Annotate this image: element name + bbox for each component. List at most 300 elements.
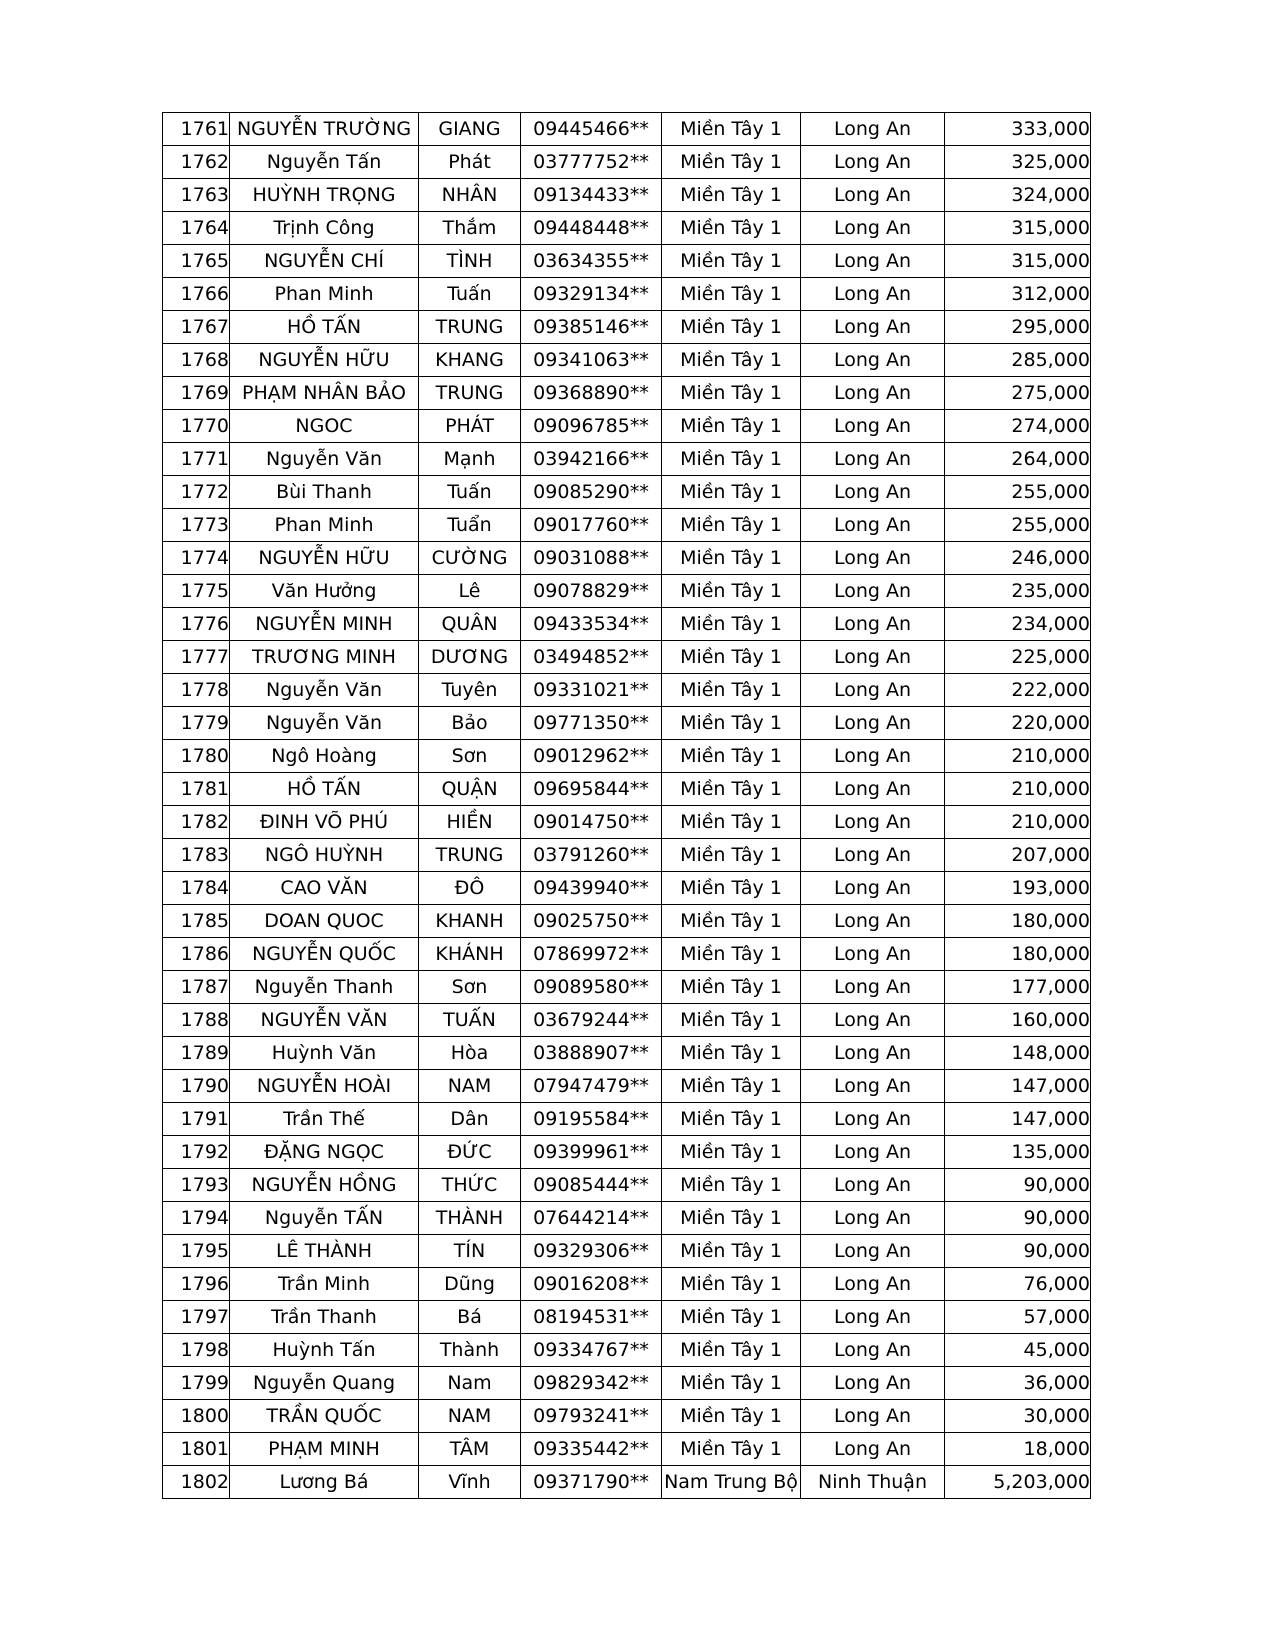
cell-ten: Vĩnh [419,1466,521,1499]
table-row [163,1169,1091,1202]
cell-stt: 1777 [163,641,230,674]
cell-tinh: Long An [801,1004,945,1037]
table-row [163,1334,1091,1367]
cell-ho: Bùi Thanh [230,476,419,509]
cell-ho: Phan Minh [230,278,419,311]
cell-khu-vuc: Miền Tây 1 [662,1334,801,1367]
cell-khu-vuc: Miền Tây 1 [662,1268,801,1301]
cell-khu-vuc: Miền Tây 1 [662,905,801,938]
cell-so-dien-thoai: 07947479** [521,1070,662,1103]
cell-ten: Sơn [419,971,521,1004]
cell-so-tien: 180,000 [945,938,1091,971]
cell-so-dien-thoai: 03777752** [521,146,662,179]
cell-ten: TRUNG [419,311,521,344]
cell-khu-vuc: Miền Tây 1 [662,245,801,278]
cell-khu-vuc: Miền Tây 1 [662,509,801,542]
cell-ho: Nguyễn TẤN [230,1202,419,1235]
table-row [163,1268,1091,1301]
cell-ten: TRUNG [419,377,521,410]
cell-khu-vuc: Miền Tây 1 [662,146,801,179]
cell-ten: NAM [419,1070,521,1103]
cell-ho: Trịnh Công [230,212,419,245]
cell-so-tien: 160,000 [945,1004,1091,1037]
cell-tinh: Long An [801,1301,945,1334]
cell-stt: 1789 [163,1037,230,1070]
cell-khu-vuc: Miền Tây 1 [662,674,801,707]
table-row [163,608,1091,641]
cell-so-dien-thoai: 03494852** [521,641,662,674]
cell-ho: Lương Bá [230,1466,419,1499]
cell-ten: NAM [419,1400,521,1433]
cell-ho: Huỳnh Tấn [230,1334,419,1367]
cell-tinh: Long An [801,773,945,806]
cell-so-dien-thoai: 09025750** [521,905,662,938]
cell-ten: NHÂN [419,179,521,212]
cell-tinh: Long An [801,575,945,608]
cell-stt: 1790 [163,1070,230,1103]
cell-stt: 1801 [163,1433,230,1466]
cell-khu-vuc: Miền Tây 1 [662,1169,801,1202]
cell-khu-vuc: Miền Tây 1 [662,542,801,575]
cell-so-dien-thoai: 09793241** [521,1400,662,1433]
cell-ho: PHẠM NHÂN BẢO [230,377,419,410]
cell-ho: Nguyễn Văn [230,707,419,740]
cell-ho: HUỲNH TRỌNG [230,179,419,212]
cell-so-dien-thoai: 09334767** [521,1334,662,1367]
cell-khu-vuc: Miền Tây 1 [662,707,801,740]
cell-khu-vuc: Miền Tây 1 [662,1235,801,1268]
cell-ho: NGUYỄN HOÀI [230,1070,419,1103]
cell-ho: Nguyễn Văn [230,443,419,476]
cell-stt: 1768 [163,344,230,377]
table-row [163,509,1091,542]
cell-khu-vuc: Miền Tây 1 [662,344,801,377]
cell-ten: TÌNH [419,245,521,278]
cell-so-dien-thoai: 09096785** [521,410,662,443]
cell-so-dien-thoai: 09445466** [521,113,662,146]
table-row [163,1301,1091,1334]
cell-ten: KHANH [419,905,521,938]
cell-ten: Thành [419,1334,521,1367]
cell-stt: 1776 [163,608,230,641]
cell-tinh: Long An [801,1103,945,1136]
cell-so-tien: 312,000 [945,278,1091,311]
cell-so-tien: 45,000 [945,1334,1091,1367]
table-row [163,1433,1091,1466]
table-row [163,575,1091,608]
table-body [163,113,1091,1499]
cell-stt: 1792 [163,1136,230,1169]
cell-ten: THỨC [419,1169,521,1202]
cell-tinh: Long An [801,806,945,839]
cell-stt: 1787 [163,971,230,1004]
table-row [163,113,1091,146]
cell-ten: QUẬN [419,773,521,806]
cell-stt: 1778 [163,674,230,707]
cell-so-dien-thoai: 07869972** [521,938,662,971]
cell-stt: 1795 [163,1235,230,1268]
cell-tinh: Long An [801,509,945,542]
table-row [163,839,1091,872]
cell-stt: 1770 [163,410,230,443]
cell-ho: Nguyễn Tấn [230,146,419,179]
cell-ho: ĐINH VÕ PHÚ [230,806,419,839]
cell-khu-vuc: Miền Tây 1 [662,113,801,146]
cell-so-dien-thoai: 03942166** [521,443,662,476]
cell-stt: 1767 [163,311,230,344]
cell-ten: Bá [419,1301,521,1334]
cell-khu-vuc: Miền Tây 1 [662,608,801,641]
cell-ho: Nguyễn Thanh [230,971,419,1004]
cell-so-dien-thoai: 09085290** [521,476,662,509]
cell-tinh: Long An [801,971,945,1004]
table-row [163,410,1091,443]
cell-so-dien-thoai: 09329306** [521,1235,662,1268]
cell-stt: 1796 [163,1268,230,1301]
cell-so-tien: 36,000 [945,1367,1091,1400]
cell-khu-vuc: Nam Trung Bộ [662,1466,801,1499]
cell-so-tien: 210,000 [945,806,1091,839]
cell-khu-vuc: Miền Tây 1 [662,740,801,773]
cell-so-dien-thoai: 09448448** [521,212,662,245]
cell-stt: 1780 [163,740,230,773]
cell-tinh: Long An [801,872,945,905]
cell-stt: 1773 [163,509,230,542]
cell-tinh: Long An [801,1334,945,1367]
cell-so-tien: 333,000 [945,113,1091,146]
cell-ho: TRƯƠNG MINH [230,641,419,674]
cell-stt: 1786 [163,938,230,971]
cell-tinh: Long An [801,1367,945,1400]
cell-tinh: Long An [801,1070,945,1103]
cell-so-dien-thoai: 09016208** [521,1268,662,1301]
cell-ho: NGUYỄN CHÍ [230,245,419,278]
cell-tinh: Long An [801,278,945,311]
cell-tinh: Long An [801,443,945,476]
cell-so-dien-thoai: 09771350** [521,707,662,740]
cell-so-tien: 90,000 [945,1235,1091,1268]
cell-so-tien: 147,000 [945,1103,1091,1136]
cell-tinh: Long An [801,905,945,938]
cell-khu-vuc: Miền Tây 1 [662,311,801,344]
cell-ho: NGUYỄN HỮU [230,542,419,575]
cell-ten: Tuyên [419,674,521,707]
cell-so-dien-thoai: 09439940** [521,872,662,905]
cell-stt: 1763 [163,179,230,212]
cell-ho: Nguyễn Văn [230,674,419,707]
cell-so-tien: 285,000 [945,344,1091,377]
cell-stt: 1797 [163,1301,230,1334]
cell-so-tien: 264,000 [945,443,1091,476]
cell-ho: NGUYỄN QUỐC [230,938,419,971]
cell-tinh: Long An [801,740,945,773]
cell-khu-vuc: Miền Tây 1 [662,1400,801,1433]
cell-ten: HIỀN [419,806,521,839]
cell-khu-vuc: Miền Tây 1 [662,971,801,1004]
cell-ten: QUÂN [419,608,521,641]
cell-so-tien: 5,203,000 [945,1466,1091,1499]
cell-so-tien: 246,000 [945,542,1091,575]
cell-ten: ĐÔ [419,872,521,905]
cell-ho: PHẠM MINH [230,1433,419,1466]
table-row [163,377,1091,410]
cell-so-dien-thoai: 09829342** [521,1367,662,1400]
cell-so-tien: 90,000 [945,1202,1091,1235]
cell-stt: 1784 [163,872,230,905]
table-row [163,179,1091,212]
cell-tinh: Long An [801,179,945,212]
cell-ten: TRUNG [419,839,521,872]
table-row [163,146,1091,179]
table-row [163,938,1091,971]
cell-so-tien: 315,000 [945,245,1091,278]
cell-so-tien: 30,000 [945,1400,1091,1433]
cell-ten: Hòa [419,1037,521,1070]
cell-khu-vuc: Miền Tây 1 [662,1037,801,1070]
cell-ho: NGUYỄN VĂN [230,1004,419,1037]
table-row [163,1367,1091,1400]
table-row [163,542,1091,575]
cell-tinh: Long An [801,839,945,872]
cell-so-tien: 225,000 [945,641,1091,674]
table-row [163,1004,1091,1037]
cell-so-tien: 235,000 [945,575,1091,608]
cell-khu-vuc: Miền Tây 1 [662,938,801,971]
cell-stt: 1765 [163,245,230,278]
cell-so-dien-thoai: 09385146** [521,311,662,344]
cell-stt: 1793 [163,1169,230,1202]
cell-so-dien-thoai: 03679244** [521,1004,662,1037]
cell-ho: NGUYỄN HỮU [230,344,419,377]
table-row [163,971,1091,1004]
cell-so-tien: 180,000 [945,905,1091,938]
table-row [163,905,1091,938]
table-row [163,1136,1091,1169]
cell-tinh: Long An [801,113,945,146]
cell-so-tien: 193,000 [945,872,1091,905]
cell-ho: Trần Thanh [230,1301,419,1334]
cell-tinh: Long An [801,707,945,740]
cell-ho: NGOC [230,410,419,443]
cell-stt: 1781 [163,773,230,806]
cell-khu-vuc: Miền Tây 1 [662,1103,801,1136]
cell-stt: 1764 [163,212,230,245]
cell-tinh: Long An [801,377,945,410]
cell-ten: TÍN [419,1235,521,1268]
cell-so-tien: 210,000 [945,740,1091,773]
table-row [163,278,1091,311]
cell-ten: Phát [419,146,521,179]
cell-ten: Tuấn [419,278,521,311]
table-row [163,1235,1091,1268]
cell-ho: LÊ THÀNH [230,1235,419,1268]
cell-khu-vuc: Miền Tây 1 [662,1004,801,1037]
cell-so-tien: 275,000 [945,377,1091,410]
cell-khu-vuc: Miền Tây 1 [662,1433,801,1466]
cell-tinh: Long An [801,245,945,278]
cell-ho: HỒ TẤN [230,773,419,806]
cell-so-dien-thoai: 03888907** [521,1037,662,1070]
table-row [163,1037,1091,1070]
cell-ho: Ngô Hoàng [230,740,419,773]
cell-khu-vuc: Miền Tây 1 [662,410,801,443]
cell-ten: Tuấn [419,476,521,509]
cell-so-dien-thoai: 09695844** [521,773,662,806]
cell-khu-vuc: Miền Tây 1 [662,1070,801,1103]
table-row [163,806,1091,839]
cell-khu-vuc: Miền Tây 1 [662,806,801,839]
cell-stt: 1771 [163,443,230,476]
table-row [163,740,1091,773]
cell-so-dien-thoai: 09195584** [521,1103,662,1136]
cell-so-tien: 210,000 [945,773,1091,806]
cell-ho: Huỳnh Văn [230,1037,419,1070]
table-row [163,311,1091,344]
cell-ho: ĐẶNG NGỌC [230,1136,419,1169]
cell-tinh: Long An [801,1400,945,1433]
cell-so-dien-thoai: 09031088** [521,542,662,575]
cell-stt: 1785 [163,905,230,938]
cell-tinh: Long An [801,410,945,443]
cell-khu-vuc: Miền Tây 1 [662,641,801,674]
cell-tinh: Long An [801,476,945,509]
cell-stt: 1791 [163,1103,230,1136]
cell-tinh: Long An [801,1136,945,1169]
table-row [163,1202,1091,1235]
cell-ten: THÀNH [419,1202,521,1235]
cell-tinh: Long An [801,344,945,377]
cell-stt: 1779 [163,707,230,740]
cell-so-dien-thoai: 08194531** [521,1301,662,1334]
cell-so-dien-thoai: 09433534** [521,608,662,641]
cell-stt: 1774 [163,542,230,575]
cell-khu-vuc: Miền Tây 1 [662,1367,801,1400]
cell-tinh: Long An [801,1235,945,1268]
cell-stt: 1775 [163,575,230,608]
cell-so-dien-thoai: 09085444** [521,1169,662,1202]
cell-so-dien-thoai: 09017760** [521,509,662,542]
cell-khu-vuc: Miền Tây 1 [662,443,801,476]
cell-ten: Bảo [419,707,521,740]
cell-ten: KHANG [419,344,521,377]
table-row [163,1466,1091,1499]
cell-so-tien: 220,000 [945,707,1091,740]
cell-tinh: Long An [801,212,945,245]
cell-khu-vuc: Miền Tây 1 [662,1136,801,1169]
cell-stt: 1782 [163,806,230,839]
cell-so-dien-thoai: 03634355** [521,245,662,278]
cell-so-dien-thoai: 09368890** [521,377,662,410]
cell-so-tien: 295,000 [945,311,1091,344]
cell-khu-vuc: Miền Tây 1 [662,278,801,311]
cell-khu-vuc: Miền Tây 1 [662,1202,801,1235]
cell-so-tien: 234,000 [945,608,1091,641]
cell-tinh: Long An [801,1037,945,1070]
cell-ho: DOAN QUOC [230,905,419,938]
cell-ten: CƯỜNG [419,542,521,575]
cell-so-tien: 135,000 [945,1136,1091,1169]
cell-ho: Trần Thế [230,1103,419,1136]
table-row [163,1400,1091,1433]
cell-ho: Văn Hưởng [230,575,419,608]
cell-khu-vuc: Miền Tây 1 [662,212,801,245]
cell-ho: Trần Minh [230,1268,419,1301]
cell-tinh: Long An [801,641,945,674]
cell-ho: NGÔ HUỲNH [230,839,419,872]
table-row [163,1070,1091,1103]
cell-ho: Nguyễn Quang [230,1367,419,1400]
cell-khu-vuc: Miền Tây 1 [662,179,801,212]
cell-stt: 1761 [163,113,230,146]
table-row [163,707,1091,740]
cell-so-dien-thoai: 09012962** [521,740,662,773]
cell-stt: 1772 [163,476,230,509]
cell-khu-vuc: Miền Tây 1 [662,872,801,905]
cell-tinh: Ninh Thuận [801,1466,945,1499]
table-row [163,1103,1091,1136]
cell-stt: 1788 [163,1004,230,1037]
cell-ten: TUẤN [419,1004,521,1037]
cell-so-tien: 76,000 [945,1268,1091,1301]
cell-ten: Thắm [419,212,521,245]
cell-stt: 1766 [163,278,230,311]
cell-so-dien-thoai: 09335442** [521,1433,662,1466]
cell-ten: ĐỨC [419,1136,521,1169]
cell-tinh: Long An [801,311,945,344]
cell-so-dien-thoai: 09331021** [521,674,662,707]
cell-ho: NGUYỄN MINH [230,608,419,641]
cell-tinh: Long An [801,1169,945,1202]
cell-so-dien-thoai: 09399961** [521,1136,662,1169]
cell-tinh: Long An [801,1202,945,1235]
cell-stt: 1798 [163,1334,230,1367]
cell-ten: GIANG [419,113,521,146]
cell-khu-vuc: Miền Tây 1 [662,1301,801,1334]
cell-so-tien: 222,000 [945,674,1091,707]
cell-stt: 1802 [163,1466,230,1499]
cell-stt: 1800 [163,1400,230,1433]
cell-ten: DƯƠNG [419,641,521,674]
cell-so-tien: 255,000 [945,509,1091,542]
cell-so-tien: 90,000 [945,1169,1091,1202]
cell-ten: KHÁNH [419,938,521,971]
cell-so-tien: 274,000 [945,410,1091,443]
cell-so-tien: 207,000 [945,839,1091,872]
cell-tinh: Long An [801,1268,945,1301]
cell-so-dien-thoai: 03791260** [521,839,662,872]
table-row [163,245,1091,278]
cell-so-tien: 57,000 [945,1301,1091,1334]
cell-tinh: Long An [801,146,945,179]
cell-so-tien: 18,000 [945,1433,1091,1466]
table-row [163,212,1091,245]
cell-ho: HỒ TẤN [230,311,419,344]
table-row [163,476,1091,509]
cell-ten: Tuẩn [419,509,521,542]
cell-ten: Lê [419,575,521,608]
table-row [163,344,1091,377]
cell-ten: TÂM [419,1433,521,1466]
table-row [163,872,1091,905]
cell-tinh: Long An [801,542,945,575]
cell-ten: Mạnh [419,443,521,476]
cell-so-tien: 148,000 [945,1037,1091,1070]
data-table [162,112,1091,1499]
cell-ho: Phan Minh [230,509,419,542]
cell-so-tien: 324,000 [945,179,1091,212]
cell-tinh: Long An [801,608,945,641]
cell-ten: Sơn [419,740,521,773]
